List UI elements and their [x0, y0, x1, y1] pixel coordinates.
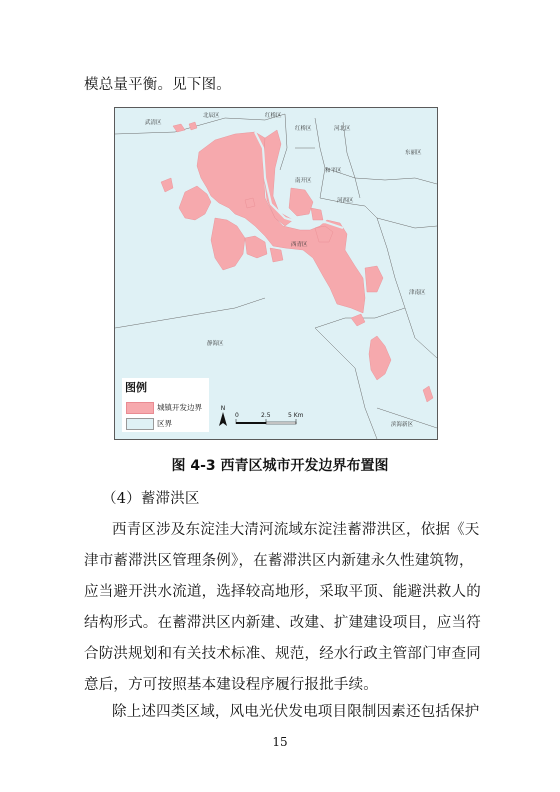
paragraph-2-line-1: 除上述四类区域，风电光伏发电项目限制因素还包括保护 [112, 704, 480, 720]
figure-caption: 图 4-3 西青区城市开发边界布置图 [171, 458, 389, 474]
legend-swatch-district [126, 418, 154, 430]
legend-label-urban: 城镇开发边界 [157, 403, 202, 412]
legend-swatch-urban [126, 402, 154, 414]
paragraph-1-line-2: 津市蓄滞洪区管理条例》，在蓄滞洪区内新建永久性建筑物， [84, 553, 474, 569]
north-arrow-scalebar [218, 404, 308, 434]
map-legend [122, 378, 209, 432]
scale-tick-0: 0 [235, 412, 239, 419]
label-beichen: 北辰区 [203, 113, 220, 119]
scale-tick-1: 2.5 [261, 412, 271, 419]
scale-bar [236, 419, 296, 424]
label-hexi: 河西区 [337, 198, 354, 204]
label-hebei: 河北区 [334, 126, 351, 132]
paragraph-1-line-5: 合防洪规划和有关技术标准、规范，经水行政主管部门审查同 [84, 646, 481, 662]
paragraph-1-line-1: 西青区涉及东淀洼大清河流域东淀洼蓄滞洪区，依据《天 [112, 522, 480, 538]
paragraph-1-line-6: 意后，方可按照基本建设程序履行报批手续。 [84, 677, 378, 693]
label-wuqing: 武清区 [145, 120, 162, 126]
label-dongli: 东丽区 [405, 150, 422, 156]
label-jinnan: 津南区 [409, 290, 426, 296]
paragraph-1-line-3: 应当避开洪水流道，选择较高地形，采取平顶、能避洪救人的 [84, 584, 481, 600]
north-label: N [220, 405, 226, 412]
north-arrow-icon [219, 412, 227, 426]
paragraph-1-line-4: 结构形式。在蓄滞洪区内新建、改建、扩建建设项目，应当符 [84, 615, 481, 631]
label-xiqing: 西青区 [291, 242, 308, 248]
text-line-top: 模总量平衡。见下图。 [84, 77, 231, 93]
legend-title: 图例 [125, 381, 147, 394]
label-heping: 和平区 [325, 168, 342, 174]
legend-label-district: 区界 [157, 419, 172, 428]
label-hongqiao-2: 红桥区 [295, 126, 312, 132]
section-heading: （4）蓄滞洪区 [102, 491, 200, 507]
page-number: 15 [272, 735, 288, 749]
label-jinghai: 静海区 [207, 341, 224, 347]
urban-development-areas [161, 122, 433, 402]
label-binhai: 滨海新区 [391, 422, 414, 428]
label-nankai: 南开区 [295, 178, 312, 184]
scale-tick-2: 5 Km [288, 412, 304, 419]
label-hongqiao: 红桥区 [265, 113, 282, 119]
